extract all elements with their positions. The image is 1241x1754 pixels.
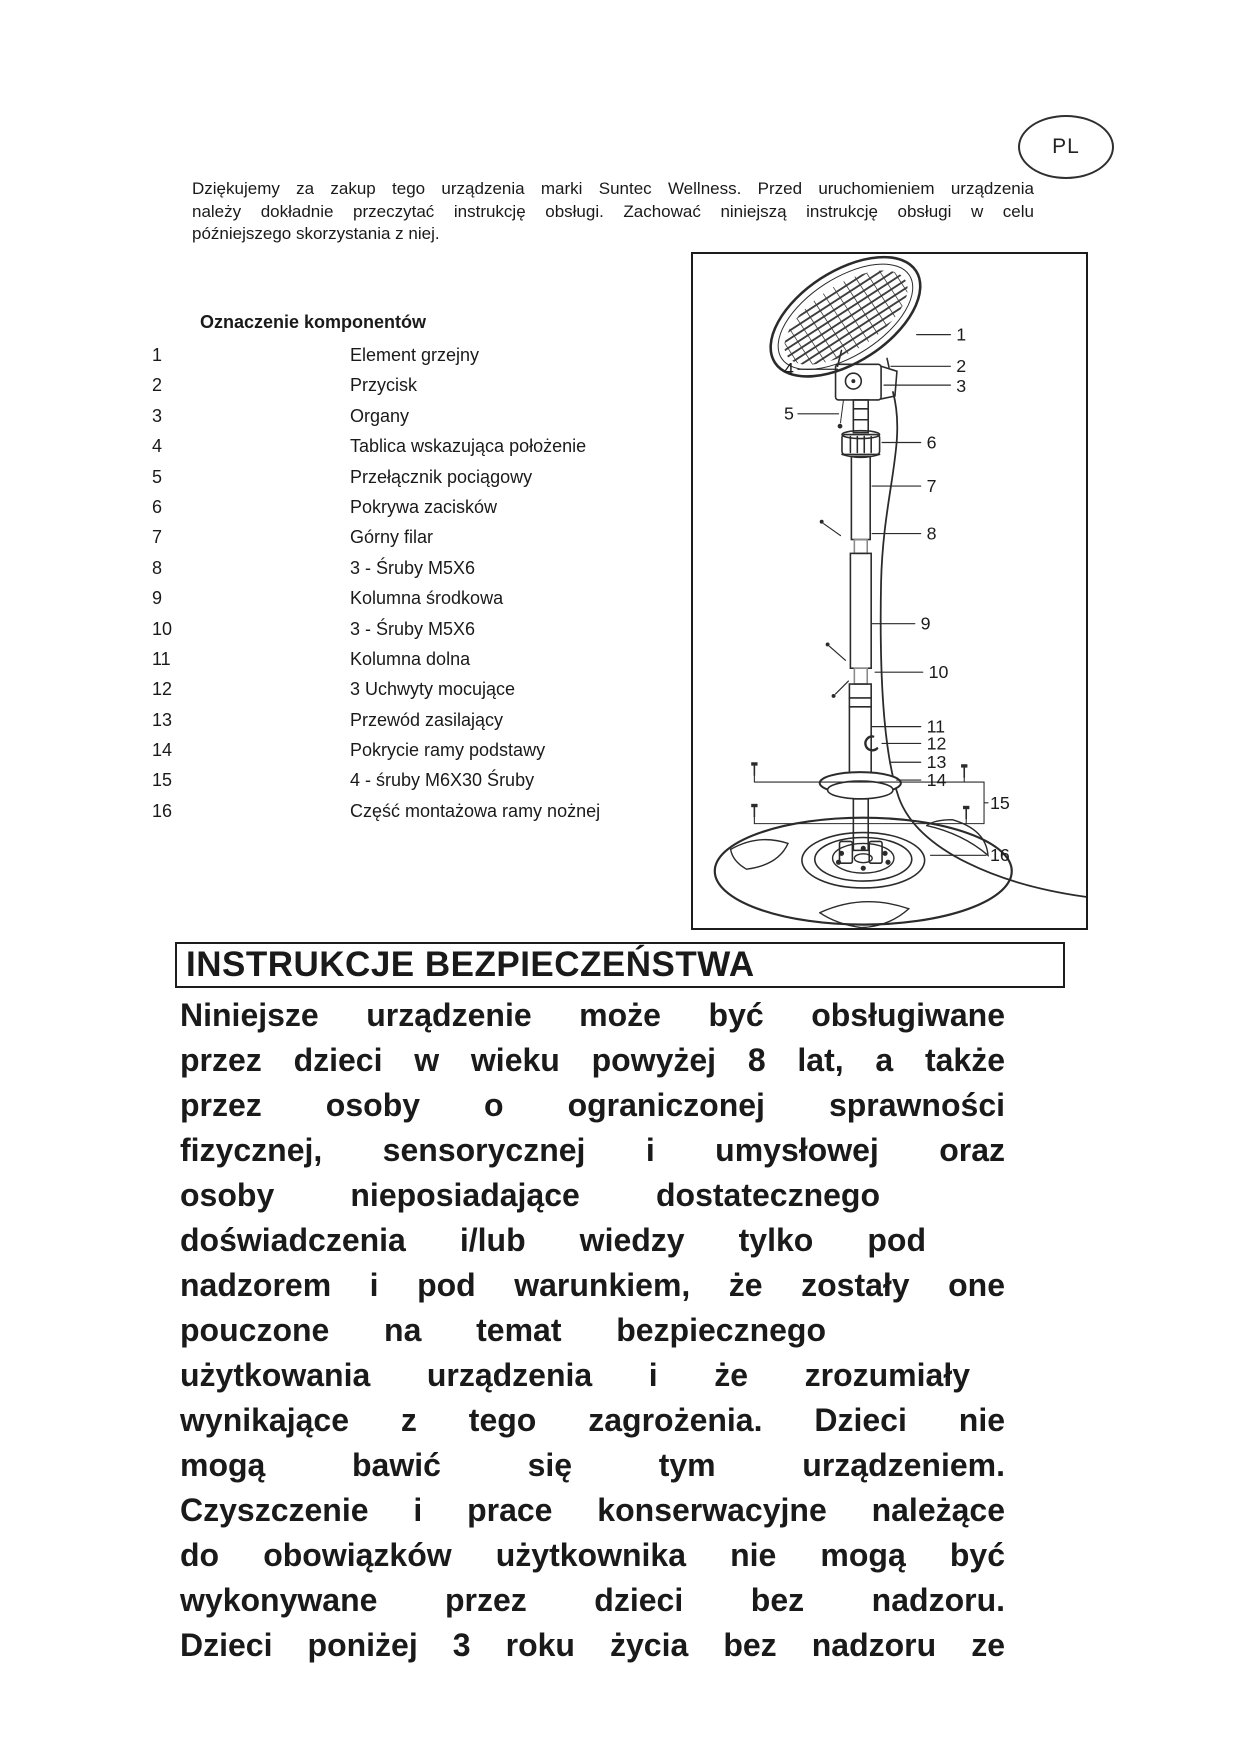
safety-line: użytkowania urządzenia i że zrozumiały bbox=[180, 1357, 970, 1393]
base-frame-cover bbox=[820, 772, 901, 799]
safety-line: przez osoby o ograniczonej sprawności bbox=[180, 1087, 1005, 1123]
safety-line: osoby nieposiadające dostatecznego bbox=[180, 1177, 880, 1213]
component-row bbox=[152, 644, 600, 674]
diagram-callout-7: 7 bbox=[926, 476, 937, 497]
component-label: 3 - Śruby M5X6 bbox=[350, 557, 476, 578]
component-number: 13 bbox=[152, 709, 173, 730]
language-badge-label: PL bbox=[1052, 135, 1080, 158]
intro-paragraph bbox=[192, 178, 1034, 246]
diagram-callout-1: 1 bbox=[956, 324, 967, 345]
component-label: Tablica wskazująca położenie bbox=[350, 436, 587, 457]
components-list bbox=[152, 340, 600, 826]
neck-tube bbox=[853, 400, 868, 433]
diagram-callout-10: 10 bbox=[928, 662, 949, 683]
terminal-cover-knob bbox=[842, 431, 880, 458]
component-row bbox=[152, 674, 600, 704]
upper-pillar bbox=[851, 456, 870, 539]
safety-line: mogą bawić się tym urządzeniem. bbox=[180, 1447, 1005, 1483]
diagram-callout-14: 14 bbox=[926, 770, 947, 791]
component-number: 11 bbox=[152, 648, 171, 669]
component-label: Przewód zasilający bbox=[350, 709, 504, 730]
component-label: Górny filar bbox=[350, 527, 434, 548]
safety-line: wynikające z tego zagrożenia. Dzieci nie bbox=[180, 1402, 1005, 1438]
component-number: 1 bbox=[152, 345, 163, 365]
component-label: Organy bbox=[350, 405, 410, 426]
safety-line: Czyszczenie i prace konserwacyjne należące bbox=[180, 1492, 1005, 1528]
component-row bbox=[152, 340, 600, 370]
diagram-callout-3: 3 bbox=[956, 376, 967, 397]
components-title: Oznaczenie komponentów bbox=[200, 312, 427, 332]
screw-pointer-upper bbox=[820, 520, 841, 536]
diagram-callout-8: 8 bbox=[926, 523, 937, 544]
component-number: 16 bbox=[152, 800, 173, 821]
component-row bbox=[152, 735, 600, 765]
diagram-callout-5: 5 bbox=[784, 403, 794, 424]
component-label: Przełącznik pociągowy bbox=[350, 466, 533, 487]
safety-line: przez dzieci w wieku powyżej 8 lat, a także bbox=[180, 1042, 1005, 1078]
joint-upper bbox=[854, 540, 867, 554]
component-label: Część montażowa ramy nożnej bbox=[350, 800, 601, 821]
component-row bbox=[152, 522, 600, 552]
joint-lower bbox=[854, 668, 867, 684]
foot-frame-base bbox=[715, 818, 1012, 928]
safety-line: nadzorem i pod warunkiem, że zostały one bbox=[180, 1267, 1005, 1303]
component-number: 10 bbox=[152, 618, 173, 639]
diagram-callout-9: 9 bbox=[920, 613, 931, 634]
diagram-callout-2: 2 bbox=[956, 356, 967, 377]
component-number: 6 bbox=[152, 496, 163, 517]
component-number: 3 bbox=[152, 405, 163, 426]
component-number: 9 bbox=[152, 588, 163, 609]
diagram-callout-12: 12 bbox=[926, 733, 947, 754]
component-row bbox=[152, 796, 600, 826]
safety-heading-box bbox=[175, 942, 1065, 988]
diagram-callout-11: 11 bbox=[926, 716, 946, 737]
component-row bbox=[152, 370, 600, 400]
diagram-callout-13: 13 bbox=[926, 752, 947, 773]
component-label: 4 - śruby M6X30 Śruby bbox=[350, 770, 535, 791]
component-number: 8 bbox=[152, 557, 163, 578]
screw-bracket-lines bbox=[754, 775, 988, 824]
component-number: 7 bbox=[152, 527, 163, 548]
diagram-callout-6: 6 bbox=[926, 432, 937, 453]
lower-column bbox=[849, 684, 871, 777]
middle-column bbox=[850, 553, 871, 668]
diagram-callout-16: 16 bbox=[989, 845, 1010, 866]
component-label: Pokrycie ramy podstawy bbox=[350, 740, 546, 761]
component-number: 15 bbox=[152, 770, 173, 791]
component-number: 4 bbox=[152, 436, 163, 457]
component-row bbox=[152, 462, 600, 492]
component-number: 5 bbox=[152, 466, 163, 487]
component-label: Element grzejny bbox=[350, 345, 480, 365]
component-label: Kolumna dolna bbox=[350, 648, 471, 669]
screw-pointer-lower bbox=[826, 642, 849, 697]
safety-line: doświadczenia i/lub wiedzy tylko pod bbox=[180, 1222, 926, 1258]
component-row bbox=[152, 705, 600, 735]
language-badge bbox=[1018, 115, 1114, 179]
safety-line: do obowiązków użytkownika nie mogą być bbox=[180, 1537, 1005, 1573]
safety-line: Dzieci poniżej 3 roku życia bez nadzoru ze bbox=[180, 1627, 1005, 1663]
safety-line: pouczone na temat bezpiecznego bbox=[180, 1312, 826, 1348]
safety-line: fizycznej, sensorycznej i umysłowej oraz bbox=[180, 1132, 1005, 1168]
component-number: 2 bbox=[152, 375, 163, 396]
diagram-callout-15: 15 bbox=[989, 792, 1010, 813]
safety-paragraph bbox=[180, 993, 1010, 1668]
pole-bottom bbox=[853, 799, 868, 850]
intro-line: Dziękujemy za zakup tego urządzenia marki Suntec Wellness. Przed uruchomieniem urządzenia bbox=[192, 179, 1034, 198]
component-label: Przycisk bbox=[350, 375, 417, 396]
heater-diagram-figure bbox=[691, 252, 1088, 930]
intro-line: późniejszego skorzystania z niej. bbox=[192, 224, 440, 243]
component-label: Pokrywa zacisków bbox=[350, 496, 498, 517]
component-number: 12 bbox=[152, 679, 173, 700]
safety-line: Niniejsze urządzenie może być obsługiwane bbox=[180, 997, 1005, 1033]
intro-line: należy dokładnie przeczytać instrukcję obsługi. Zachować niniejszą instrukcję obsługi w celu bbox=[192, 201, 1034, 221]
safety-heading: INSTRUKCJE BEZPIECZEŃSTWA bbox=[186, 945, 755, 984]
component-label: 3 Uchwyty mocujące bbox=[350, 679, 516, 700]
component-row bbox=[152, 553, 600, 583]
component-row bbox=[152, 431, 600, 461]
component-row bbox=[152, 492, 600, 522]
component-row bbox=[152, 614, 600, 644]
component-row bbox=[152, 765, 600, 795]
component-label: Kolumna środkowa bbox=[350, 588, 504, 609]
component-number: 14 bbox=[152, 740, 173, 761]
diagram-callout-4: 4 bbox=[784, 359, 794, 380]
component-row bbox=[152, 401, 600, 431]
component-row bbox=[152, 583, 600, 613]
heater-diagram-svg bbox=[693, 254, 1086, 928]
safety-line: wykonywane przez dzieci bez nadzoru. bbox=[180, 1582, 1005, 1618]
component-label: 3 - Śruby M5X6 bbox=[350, 618, 476, 639]
